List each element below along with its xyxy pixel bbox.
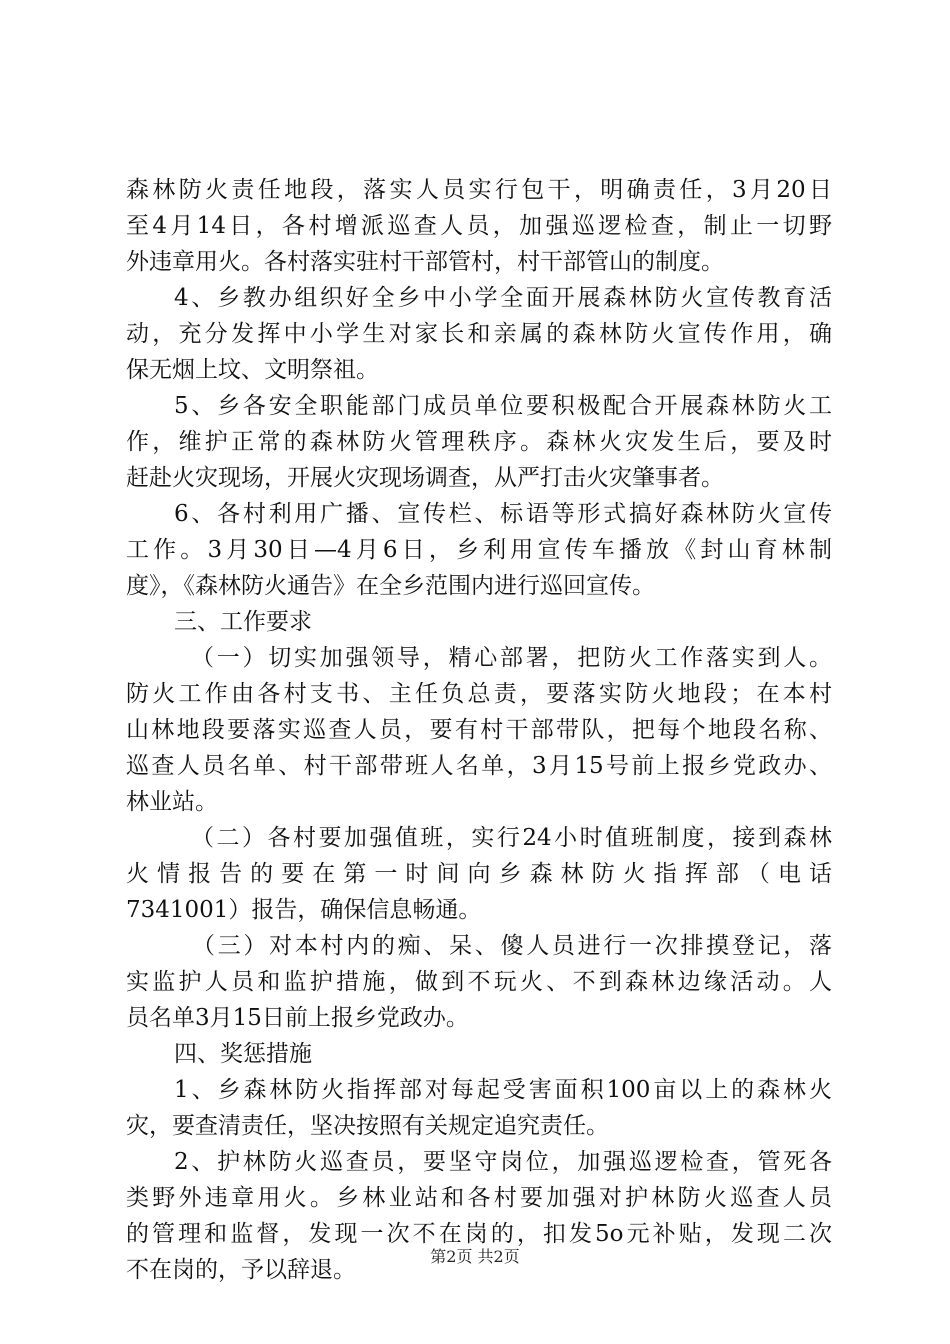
page-number-footer: 第2页 共2页 bbox=[430, 1247, 520, 1266]
text-line: （一）切实加强领导，精心部署，把防火工作落实到人。 bbox=[191, 645, 832, 671]
text-line: （二）各村要加强值班，实行24小时值班制度，接到森林 bbox=[191, 825, 832, 851]
section-heading: 四、奖惩措施 bbox=[174, 1041, 312, 1067]
text-line: 度》，《森林防火通告》在全乡范围内进行巡回宣传。 bbox=[126, 573, 655, 599]
text-line: 作，维护正常的森林防火管理秩序。森林火灾发生后，要及时 bbox=[126, 429, 832, 455]
text-line: 巡查人员名单、村干部带班人名单，3月15号前上报乡党政办、 bbox=[126, 753, 832, 779]
text-line: 2、护林防火巡查员，要坚守岗位，加强巡逻检查，管死各 bbox=[174, 1149, 832, 1175]
text-line: 防火工作由各村支书、主任负总责，要落实防火地段；在本村 bbox=[126, 681, 832, 707]
text-line: 赶赴火灾现场，开展火灾现场调查，从严打击火灾肇事者。 bbox=[126, 465, 724, 491]
text-line: 4、乡教办组织好全乡中小学全面开展森林防火宣传教育活 bbox=[174, 285, 832, 311]
text-line: 山林地段要落实巡查人员，要有村干部带队，把每个地段名称、 bbox=[126, 717, 832, 743]
text-line: 林业站。 bbox=[126, 789, 218, 815]
text-line: 6、各村利用广播、宣传栏、标语等形式搞好森林防火宣传 bbox=[174, 501, 832, 527]
section-heading: 三、工作要求 bbox=[174, 609, 312, 635]
text-line: 至4月14日，各村增派巡查人员，加强巡逻检查，制止一切野 bbox=[126, 213, 832, 239]
text-line: 的管理和监督，发现一次不在岗的，扣发5o元补贴，发现二次 bbox=[126, 1221, 832, 1247]
text-line: 灾，要查清责任，坚决按照有关规定追究责任。 bbox=[126, 1113, 609, 1139]
text-line: 工作。3月30日—4月6日，乡利用宣传车播放《封山育林制 bbox=[126, 537, 832, 563]
text-line: 保无烟上坟、文明祭祖。 bbox=[126, 357, 379, 383]
text-line: 外违章用火。各村落实驻村干部管村，村干部管山的制度。 bbox=[126, 249, 724, 275]
text-line: （三）对本村内的痴、呆、傻人员进行一次排摸登记，落 bbox=[192, 933, 832, 959]
text-line: 7341001）报告，确保信息畅通。 bbox=[126, 897, 482, 923]
text-line: 火情报告的要在第一时间向乡森林防火指挥部（电话 bbox=[126, 861, 832, 887]
text-line: 不在岗的，予以辞退。 bbox=[126, 1257, 356, 1283]
text-line: 实监护人员和监护措施，做到不玩火、不到森林边缘活动。人 bbox=[126, 969, 832, 995]
text-line: 员名单3月15日前上报乡党政办。 bbox=[126, 1005, 469, 1031]
text-line: 森林防火责任地段，落实人员实行包干，明确责任，3月20日 bbox=[126, 177, 832, 203]
text-line: 5、乡各安全职能部门成员单位要积极配合开展森林防火工 bbox=[174, 393, 832, 419]
text-line: 动，充分发挥中小学生对家长和亲属的森林防火宣传作用，确 bbox=[126, 321, 832, 347]
text-line: 1、乡森林防火指挥部对每起受害面积100亩以上的森林火 bbox=[174, 1077, 832, 1103]
text-line: 类野外违章用火。乡林业站和各村要加强对护林防火巡查人员 bbox=[126, 1185, 832, 1211]
document-body bbox=[126, 172, 832, 1288]
